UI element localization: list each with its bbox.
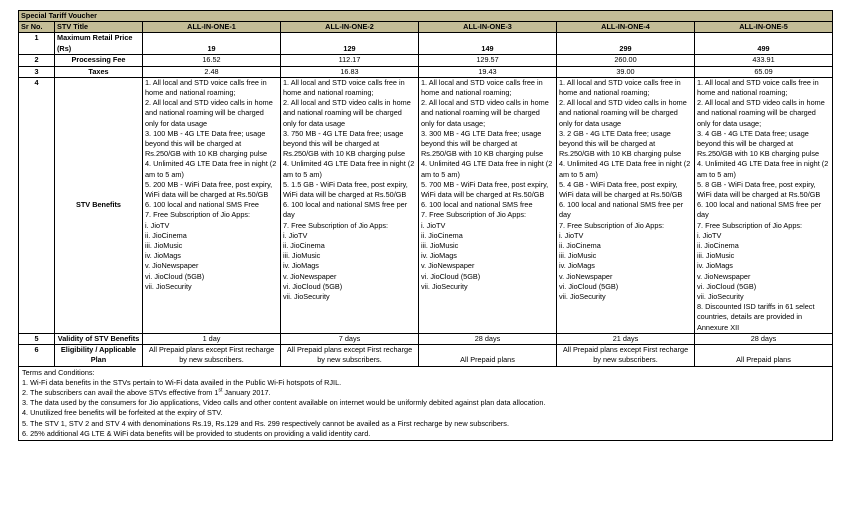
benefit-line: v. JioNewspaper [559,271,613,281]
benefit-line: 4. Unlimited 4G LTE Data free in night (2 am to 5 am) [421,159,553,179]
benefit-line: 3. 2 GB - 4G LTE Data free; usage beyond this will be charged at Rs.250/GB with 10 KB charging pulse [559,128,682,159]
validity-value: 28 days [419,333,557,344]
benefit-line: vi. JioCloud (5GB) [283,281,343,291]
benefit-line: 7. Free Subscription of Jio Apps: [421,210,527,220]
tariff-document [18,10,832,441]
row-label: Maximum Retail Price (Rs) [55,33,143,55]
benefit-line: ii. JioCinema [283,241,325,251]
term-item: 6. 25% additional 4G LTE & WiFi data benefits will be provided to students on providing a valid identity card. [22,428,371,438]
benefit-line: ii. JioCinema [421,230,463,240]
plan-header: ALL-IN-ONE-5 [695,22,833,33]
benefit-line: vii. JioSecurity [421,281,468,291]
term-item [22,388,829,398]
benefit-line: 5. 8 GB - WiFi Data free, post expiry, WiFi data will be charged at Rs.50/GB [697,179,821,200]
row-sr-no: 3 [19,66,55,77]
mrp-row [19,33,833,55]
benefit-line: iii. JioMusic [283,251,321,261]
benefit-line: ii. JioCinema [697,241,739,251]
mrp-value: 499 [695,33,833,55]
benefit-line: iv. JioMags [145,251,181,261]
tariff-table [18,10,833,441]
benefit-line: 2. All local and STD video calls in home and national roaming will be charged only for data usage [145,98,273,128]
benefit-line: iii. JioMusic [697,251,735,261]
benefit-line: 4. Unlimited 4G LTE Data free in night (2 am to 5 am) [559,159,691,179]
benefit-line: 7. Free Subscription of Jio Apps: [283,220,389,230]
validity-value: 1 day [143,333,281,344]
benefit-line: vi. JioCloud (5GB) [145,271,205,281]
benefit-line: 5. 700 MB - WiFi Data free, post expiry, WiFi data will be charged at Rs.50/GB [421,179,549,200]
benefit-line: 1. All local and STD voice calls free in home and national roaming; [145,77,267,98]
benefit-line: ii. JioCinema [145,230,187,240]
eligibility-value: All Prepaid plans except First recharge by new subscribers. [557,345,695,366]
benefit-line: 3. 100 MB - 4G LTE Data free; usage beyond this will be charged at Rs.250/GB with 10 KB charging pulse [145,128,268,159]
benefit-line: 2. All local and STD video calls in home and national roaming will be charged only for data usage [559,98,687,128]
benefit-line: 2. All local and STD video calls in home and national roaming will be charged only for data usage; [697,98,825,128]
benefits-cell [143,77,281,333]
benefit-line: iv. JioMags [283,261,319,271]
benefit-line: i. JioTV [145,220,170,230]
header-row [19,22,833,33]
benefit-line: 7. Free Subscription of Jio Apps: [559,220,665,230]
benefit-line: i. JioTV [421,220,446,230]
term-item: 3. The data used by the consumers for Jio applications, Video calls and other content available on internet would be uniformly debited against plan data allocation. [22,398,546,408]
mrp-value: 149 [419,33,557,55]
benefit-line: v. JioNewspaper [421,261,475,271]
taxes-value: 65.09 [695,66,833,77]
benefit-line: v. JioNewspaper [283,271,337,281]
benefit-line: vi. JioCloud (5GB) [697,281,757,291]
taxes-value: 19.43 [419,66,557,77]
validity-row [19,333,833,344]
row-label: Taxes [55,66,143,77]
benefit-line: vii. JioSecurity [283,292,330,302]
taxes-value: 2.48 [143,66,281,77]
taxes-value: 39.00 [557,66,695,77]
benefit-line: 4. Unlimited 4G LTE Data free in night (2 am to 5 am) [697,159,829,179]
row-sr-no: 1 [19,33,55,55]
benefit-line: 4. Unlimited 4G LTE Data free in night (2 am to 5 am) [283,159,415,179]
term-item: 5. The STV 1, STV 2 and STV 4 with denominations Rs.19, Rs.129 and Rs. 299 respectively cannot be availed as a First recharge by new subscribers. [22,418,509,428]
validity-value: 28 days [695,333,833,344]
benefit-line: i. JioTV [697,230,722,240]
eligibility-value: All Prepaid plans [695,345,833,366]
benefit-line: 3. 300 MB - 4G LTE Data free; usage beyond this will be charged at Rs.250/GB with 10 KB charging pulse [421,128,544,159]
terms-row [19,366,833,440]
benefit-line: 6. 100 local and national SMS free per day [283,200,408,220]
benefit-line: 5. 200 MB - WiFi Data free, post expiry, WiFi data will be charged at Rs.50/GB [145,179,273,200]
header-stv-title: STV Title [55,22,143,33]
row-label: Eligibility / Applicable Plan [55,345,143,366]
row-sr-no: 6 [19,345,55,366]
benefit-line: 1. All local and STD voice calls free in home and national roaming; [559,77,681,98]
eligibility-row [19,345,833,366]
eligibility-value: All Prepaid plans except First recharge by new subscribers. [281,345,419,366]
plan-header: ALL-IN-ONE-4 [557,22,695,33]
benefit-line: 7. Free Subscription of Jio Apps: [145,210,251,220]
mrp-value: 19 [143,33,281,55]
benefits-cell [419,77,557,333]
benefit-line: 6. 100 local and national SMS Free [145,200,259,210]
benefit-line: 6. 100 local and national SMS free per day [697,200,822,220]
table-title: Special Tariff Voucher [19,11,833,22]
benefit-line: 5. 4 GB - WiFi Data free, post expiry, WiFi data will be charged at Rs.50/GB [559,179,683,200]
benefit-line: v. JioNewspaper [697,271,751,281]
eligibility-value: All Prepaid plans except First recharge by new subscribers. [143,345,281,366]
benefit-line: i. JioTV [559,230,584,240]
benefits-cell [695,77,833,333]
plan-header: ALL-IN-ONE-2 [281,22,419,33]
processing-fee-value: 129.57 [419,55,557,66]
mrp-value: 129 [281,33,419,55]
processing-fee-value: 16.52 [143,55,281,66]
benefit-line: 6. 100 local and national SMS free [421,200,533,210]
benefits-cell [557,77,695,333]
benefit-line: iii. JioMusic [559,251,597,261]
benefit-line: 2. All local and STD video calls in home and national roaming will be charged only for data usage; [421,98,549,128]
benefit-line: iv. JioMags [559,261,595,271]
processing-fee-value: 112.17 [281,55,419,66]
benefit-line: ii. JioCinema [559,241,601,251]
terms-heading: Terms and Conditions: [22,367,95,377]
benefit-line: iii. JioMusic [421,241,459,251]
processing-fee-value: 260.00 [557,55,695,66]
benefit-line: 7. Free Subscription of Jio Apps: [697,220,803,230]
plan-header: ALL-IN-ONE-3 [419,22,557,33]
term-item-tail: January 2017. [222,387,271,397]
validity-value: 21 days [557,333,695,344]
row-label: STV Benefits [55,77,143,333]
term-item-sup: st [218,387,223,394]
processing-fee-value: 433.91 [695,55,833,66]
row-label: Processing Fee [55,55,143,66]
validity-value: 7 days [281,333,419,344]
benefit-line: vii. JioSecurity [697,292,744,302]
benefit-line: i. JioTV [283,230,308,240]
benefit-line: iv. JioMags [421,251,457,261]
benefit-line: iv. JioMags [697,261,733,271]
benefit-line: 3. 4 GB - 4G LTE Data free; usage beyond this will be charged at Rs.250/GB with 10 KB charging pulse [697,128,820,159]
benefits-row [19,77,833,333]
plan-header: ALL-IN-ONE-1 [143,22,281,33]
benefit-line: v. JioNewspaper [145,261,199,271]
row-sr-no: 4 [19,77,55,333]
benefit-line: vi. JioCloud (5GB) [559,281,619,291]
benefit-line: vi. JioCloud (5GB) [421,271,481,281]
benefit-line: 1. All local and STD voice calls free in home and national roaming; [697,77,819,98]
benefit-line: 3. 750 MB - 4G LTE Data free; usage beyond this will be charged at Rs.250/GB with 10 KB charging pulse [283,128,406,159]
row-sr-no: 2 [19,55,55,66]
term-item: 4. Unutilized free benefits will be forfeited at the expiry of STV. [22,408,223,418]
benefits-cell [281,77,419,333]
benefit-line: 8. Discounted ISD tariffs in 61 select countries, details are provided in Annexure XII [697,302,815,332]
row-label: Validity of STV Benefits [55,333,143,344]
header-sr-no: Sr No. [19,22,55,33]
title-row [19,11,833,22]
eligibility-value: All Prepaid plans [419,345,557,366]
benefit-line: 1. All local and STD voice calls free in home and national roaming; [421,77,543,98]
taxes-value: 16.83 [281,66,419,77]
benefit-line: 2. All local and STD video calls in home and national roaming will be charged only for data usage [283,98,411,128]
benefit-line: 4. Unlimited 4G LTE Data free in night (2 am to 5 am) [145,159,277,179]
benefit-line: vii. JioSecurity [145,281,192,291]
term-item-text: 2. The subscribers can avail the above STVs effective from 1 [22,387,219,397]
taxes-row [19,66,833,77]
row-sr-no: 5 [19,333,55,344]
terms-cell [19,366,833,440]
benefit-line: 1. All local and STD voice calls free in home and national roaming; [283,77,405,98]
processing-fee-row [19,55,833,66]
benefit-line: vii. JioSecurity [559,292,606,302]
benefit-line: 5. 1.5 GB - WiFi Data free, post expiry, WiFi data will be charged at Rs.50/GB [283,179,408,200]
benefit-line: iii. JioMusic [145,241,183,251]
term-item: 1. Wi-Fi data benefits in the STVs pertain to Wi-Fi data availed in the Public Wi-Fi hotspots of RJIL. [22,377,342,387]
mrp-value: 299 [557,33,695,55]
benefit-line: 6. 100 local and national SMS free per day [559,200,684,220]
